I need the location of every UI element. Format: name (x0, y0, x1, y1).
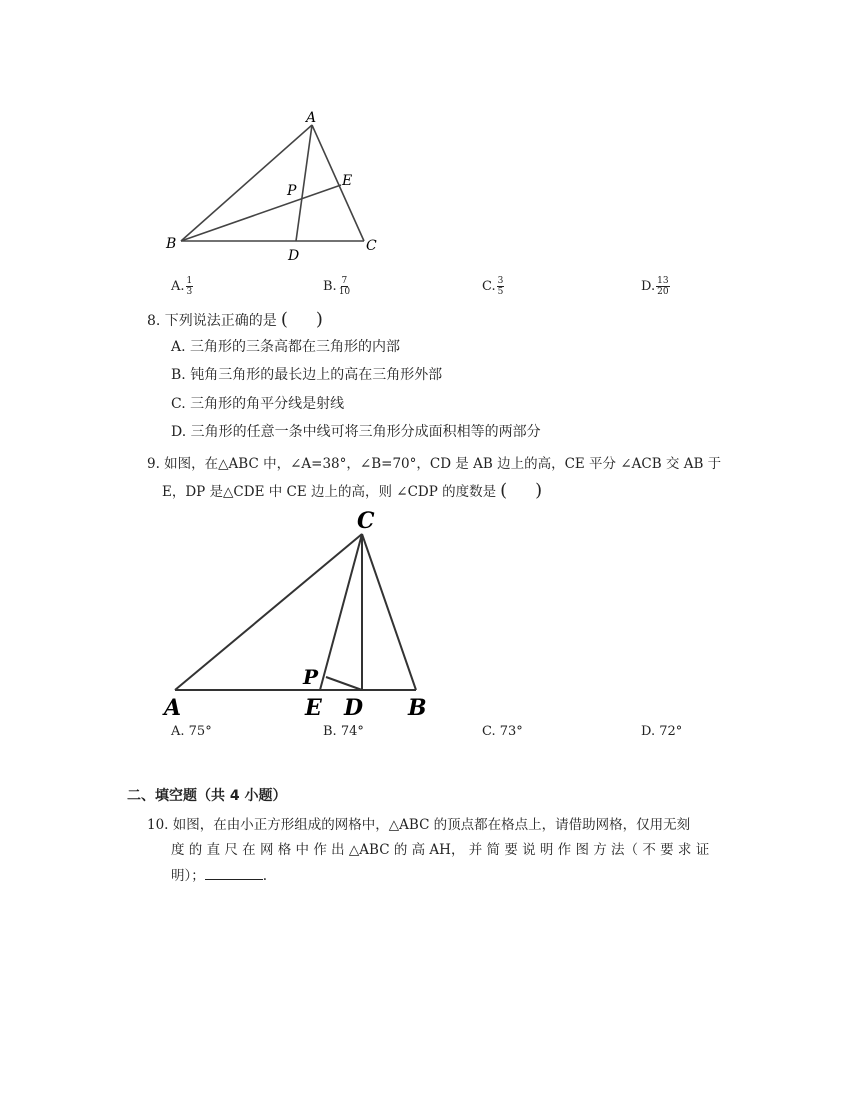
q9-stem-line2: E，DP 是△CDE 中 CE 边上的高，则 ∠CDP 的度数是 ( ) (162, 480, 543, 501)
q9-option-a: A. 75° (171, 724, 212, 739)
label-P: P (303, 665, 319, 689)
label-A: A (306, 110, 317, 126)
label-B: B (166, 236, 177, 252)
q9-option-b: B. 74° (323, 724, 364, 739)
label-D: D (344, 695, 364, 719)
label-D: D (288, 248, 300, 264)
q7-option-d: D. $\frac{13}{20}$ (641, 276, 669, 297)
q9-option-d: D. 72° (641, 724, 683, 739)
q8-option-b: B. 钝角三角形的最长边上的高在三角形外部 (171, 367, 443, 383)
label-B: B (408, 695, 427, 719)
section-heading: 二、填空题（共 4 小题） (127, 788, 287, 804)
figure-triangle-2 (150, 503, 450, 719)
label-P: P (287, 183, 297, 199)
label-A: A (164, 695, 182, 719)
q7-option-a: A. $\frac{1}{3}$ (171, 276, 193, 297)
q10-line2: 度 的 直 尺 在 网 格 中 作 出 △ABC 的 高 AH， 并 简 要 说 明 作 图 方 法（ 不 要 求 证 (171, 842, 710, 858)
q10-line3: 明）； . (171, 865, 267, 886)
label-E: E (342, 173, 353, 189)
q9-stem-line1: 9. 如图，在△ABC 中，∠A=38°，∠B=70°，CD 是 AB 边上的高，CE 平分 ∠ACB 交 AB 于 (147, 456, 722, 472)
q10-line1: 10. 如图，在由小正方形组成的网格中，△ABC 的顶点都在格点上，请借助网格，仅用无刻 (147, 817, 691, 833)
label-E: E (305, 695, 322, 719)
q9-option-c: C. 73° (482, 724, 523, 739)
q8-option-c: C. 三角形的角平分线是射线 (171, 396, 345, 412)
q7-option-c: C. $\frac{3}{5}$ (482, 276, 504, 297)
answer-blank[interactable] (205, 865, 263, 880)
figure-triangle-1 (150, 105, 400, 265)
q8-option-a: A. 三角形的三条高都在三角形的内部 (171, 339, 401, 355)
q7-option-b: B. $\frac{7}{10}$ (323, 276, 351, 297)
label-C: C (357, 508, 375, 534)
q8-stem: 8. 下列说法正确的是 ( ) (147, 309, 323, 330)
q8-option-d: D. 三角形的任意一条中线可将三角形分成面积相等的两部分 (171, 424, 541, 440)
label-C: C (366, 238, 377, 254)
